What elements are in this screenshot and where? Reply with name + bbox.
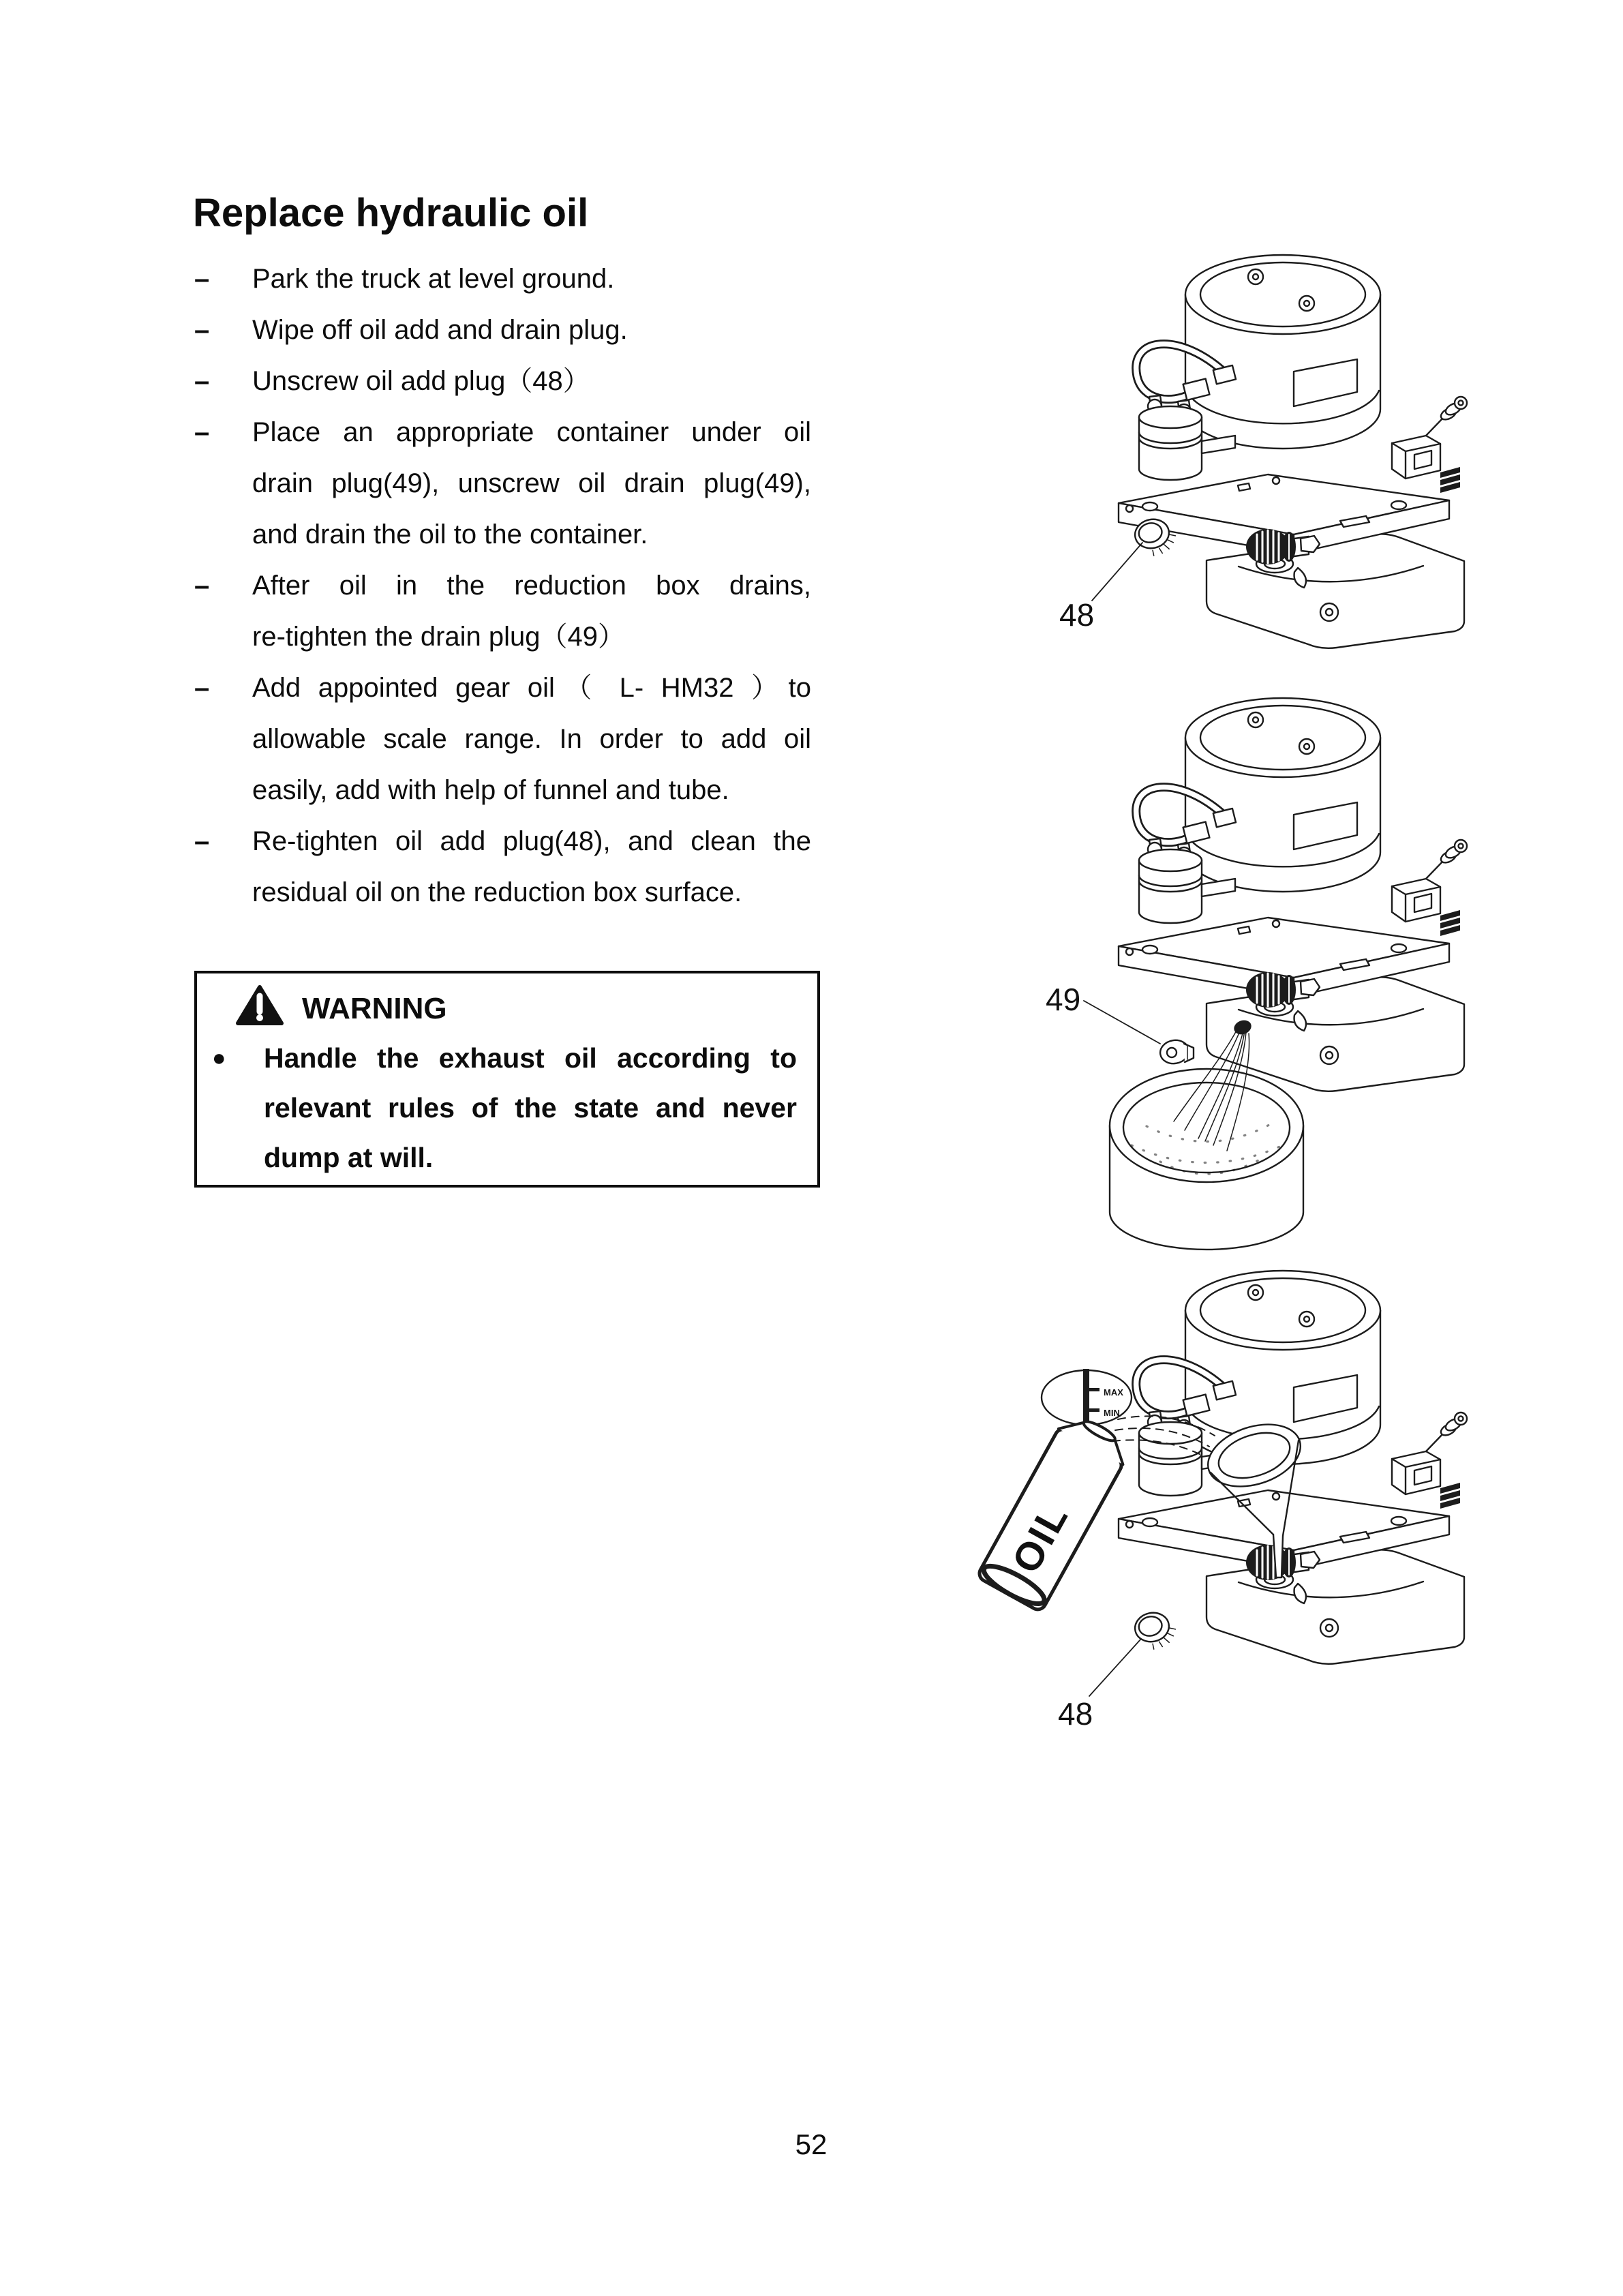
page-title: Replace hydraulic oil	[193, 191, 589, 235]
text-line: Wipe off oil add and drain plug.	[252, 315, 628, 345]
oil-level-gauge-balloon	[1042, 1369, 1132, 1426]
part-label-49: 49	[1046, 982, 1081, 1017]
list-item	[194, 305, 811, 356]
oil-drain-plug-icon	[1158, 1038, 1194, 1066]
text-line: After oil in the reduction box drains,	[252, 571, 811, 601]
text-line: drain plug(49), unscrew oil drain plug(49),	[252, 468, 811, 498]
hydraulic-power-unit-illustration	[1119, 255, 1467, 648]
figure-oil-add-plug	[988, 232, 1506, 668]
text-line: allowable scale range. In order to add oil	[252, 724, 811, 754]
text-line: Add appointed gear oil（ L- HM32 ）to	[252, 673, 811, 703]
leader-line-49	[1084, 1001, 1160, 1044]
warning-box	[194, 971, 820, 1188]
item-lines	[252, 816, 811, 918]
list-item-dash: –	[194, 264, 210, 294]
procedure-list	[194, 254, 811, 918]
text-line: easily, add with help of funnel and tube.	[252, 775, 729, 805]
list-item-dash: –	[194, 366, 210, 396]
text-line: Place an appropriate container under oil	[252, 417, 811, 447]
oil-bottle-icon	[977, 1409, 1134, 1612]
item-lines	[252, 254, 811, 305]
item-lines	[252, 356, 811, 407]
text-line: Handle the exhaust oil according to	[264, 1042, 797, 1074]
oil-bottle-label: OIL	[1003, 1496, 1078, 1581]
leader-line-48	[1089, 1639, 1141, 1696]
text-line: Unscrew oil add plug（48）	[252, 366, 590, 396]
item-lines	[252, 663, 811, 816]
text-line: relevant rules of the state and never	[264, 1092, 797, 1123]
list-item-dash: –	[194, 417, 210, 447]
item-lines	[264, 1033, 797, 1183]
item-lines	[252, 407, 811, 560]
list-item	[194, 356, 811, 407]
figure-oil-drain	[988, 675, 1506, 1275]
warning-triangle-icon	[235, 984, 284, 1027]
text-line: Park the truck at level ground.	[252, 264, 615, 294]
list-item	[194, 663, 811, 816]
warning-bullet: ●	[212, 1045, 226, 1071]
part-label-48: 48	[1059, 597, 1095, 633]
text-line: residual oil on the reduction box surface.	[252, 877, 742, 907]
figure-oil-refill	[907, 1248, 1506, 1779]
text-line: re-tighten the drain plug（49）	[252, 622, 625, 652]
oil-add-plug-icon	[1132, 1609, 1179, 1652]
warning-title: WARNING	[302, 992, 447, 1025]
text-line: and drain the oil to the container.	[252, 519, 648, 549]
gauge-max-label: MAX	[1104, 1387, 1123, 1398]
leader-line-48	[1092, 543, 1142, 601]
hydraulic-power-unit-illustration	[1119, 698, 1467, 1091]
list-item	[194, 407, 811, 560]
list-item-dash: –	[194, 673, 210, 703]
list-item-dash: –	[194, 315, 210, 345]
list-item	[194, 816, 811, 918]
item-lines	[252, 305, 811, 356]
gauge-min-label: MIN	[1104, 1408, 1120, 1418]
oil-container-icon	[1110, 1069, 1303, 1250]
warning-header	[235, 983, 447, 1027]
text-line: Re-tighten oil add plug(48), and clean the	[252, 826, 811, 856]
list-item-dash: –	[194, 826, 210, 856]
warning-body	[211, 1033, 797, 1183]
list-item	[194, 560, 811, 663]
part-label-48: 48	[1058, 1696, 1093, 1732]
text-line: dump at will.	[264, 1142, 434, 1173]
list-item-dash: –	[194, 571, 210, 601]
page-number: 52	[795, 2128, 828, 2160]
list-item	[194, 254, 811, 305]
item-lines	[252, 560, 811, 663]
hydraulic-power-unit-illustration	[1119, 1271, 1467, 1664]
